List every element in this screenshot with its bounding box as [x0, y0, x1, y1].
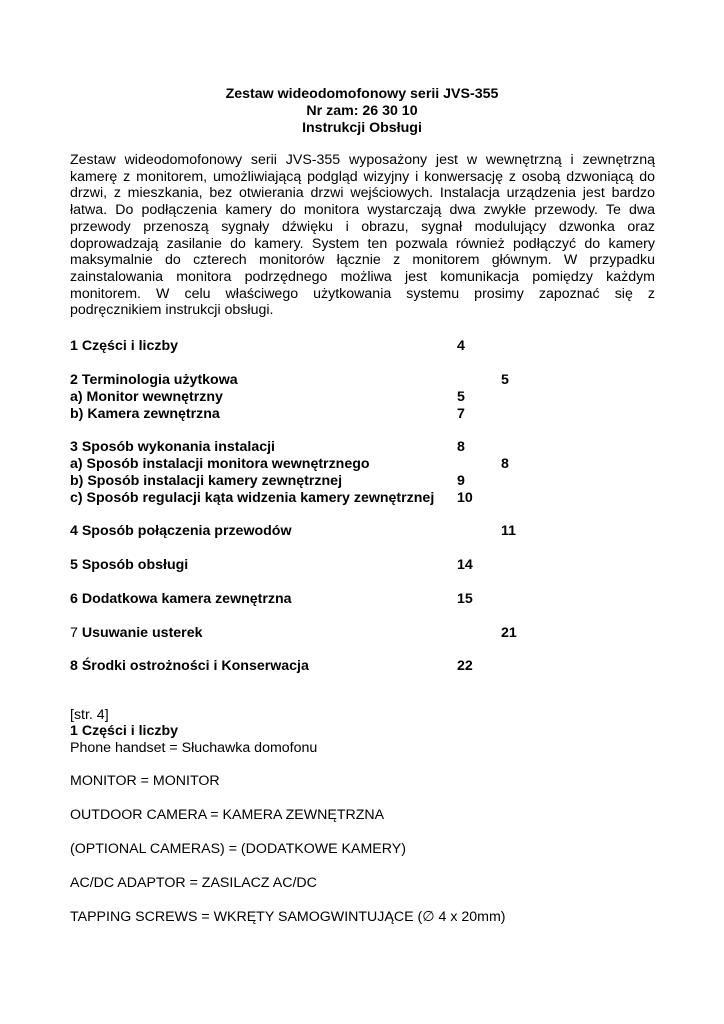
- toc-page-number: 8: [501, 456, 509, 472]
- toc-row: [70, 439, 550, 456]
- page-reference: [str. 4]: [70, 707, 109, 723]
- toc-row: [70, 406, 550, 423]
- toc-label: 1 Części i liczby: [70, 338, 179, 354]
- toc-label: b) Kamera zewnętrzna: [70, 406, 220, 422]
- toc-page-number: 8: [457, 439, 465, 455]
- toc-page-number: 7: [457, 406, 465, 422]
- toc-label: a) Monitor wewnętrzny: [70, 389, 223, 405]
- toc-number: 7: [70, 625, 82, 641]
- document-header: [0, 86, 724, 137]
- intro-line: łatwa. Do podłączenia kamery do monitora wystarczają dwa zwykłe przewody. Te dwa: [70, 202, 655, 219]
- toc-page-number: 5: [457, 389, 465, 405]
- toc-page-number: 10: [457, 490, 473, 506]
- toc-page-number: 22: [457, 658, 473, 674]
- toc-row: [70, 523, 550, 540]
- toc-label: 6 Dodatkowa kamera zewnętrzna: [70, 591, 292, 607]
- order-number: Nr zam: 26 30 10: [306, 103, 418, 119]
- toc-label: 2 Terminologia użytkowa: [70, 372, 238, 388]
- toc-label: 3 Sposób wykonania instalacji: [70, 439, 275, 455]
- toc-row: [70, 456, 550, 473]
- parts-list-item: (OPTIONAL CAMERAS) = (DODATKOWE KAMERY): [70, 841, 406, 857]
- parts-list-item: TAPPING SCREWS = WKRĘTY SAMOGWINTUJĄCE (∅ 4 x 20mm): [70, 909, 506, 925]
- toc-label: Usuwanie usterek: [81, 625, 203, 641]
- toc-label: 8 Środki ostrożności i Konserwacja: [70, 658, 309, 674]
- intro-line: Zestaw wideodomofonowy serii JVS-355 wyposażony jest w wewnętrzną i zewnętrzną: [70, 152, 655, 168]
- intro-paragraph: [70, 152, 655, 319]
- parts-list-item: MONITOR = MONITOR: [70, 773, 220, 789]
- intro-line: przewody przenoszą sygnały dźwięku i obrazu, sygnał modulujący dzwonka oraz: [70, 218, 655, 235]
- intro-line: doprowadzają zasilanie do kamery. System ten pozwala również podłączyć do kamery: [70, 235, 655, 252]
- toc-page-number: 14: [457, 557, 473, 573]
- toc-row: [70, 490, 550, 507]
- parts-list-item: Phone handset = Słuchawka domofonu: [70, 740, 318, 756]
- document-title: Zestaw wideodomofonowy serii JVS-355: [225, 86, 499, 102]
- section-title: 1 Części i liczby: [70, 723, 179, 739]
- toc-row: [70, 557, 550, 574]
- toc-page-number: 21: [501, 625, 517, 641]
- toc-page-number: 4: [457, 338, 465, 354]
- document-subtitle: Instrukcji Obsługi: [302, 120, 422, 136]
- toc-page-number: 9: [457, 473, 465, 489]
- intro-line: maksymalnie do czterech monitorów łącznie z monitorem głównym. W przypadku: [70, 252, 655, 269]
- toc-page-number: 11: [501, 523, 516, 539]
- intro-line: kamerę z monitorem, umożliwiającą podgląd wizyjny i konwersację z osobą dzwoniącą do: [70, 168, 655, 185]
- intro-line: monitorem. W celu właściwego użytkowania systemu prosimy zapoznać się z: [70, 285, 655, 302]
- toc-label: 5 Sposób obsługi: [70, 557, 189, 573]
- toc-row: [70, 591, 550, 608]
- toc-row: [70, 338, 550, 355]
- toc-page-number: 15: [457, 591, 473, 607]
- parts-list-item: AC/DC ADAPTOR = ZASILACZ AC/DC: [70, 875, 317, 891]
- toc-label: a) Sposób instalacji monitora wewnętrznego: [70, 456, 370, 472]
- toc-row: [70, 473, 550, 490]
- toc-row: [70, 658, 550, 675]
- toc-row: [70, 625, 550, 642]
- toc-label: c) Sposób regulacji kąta widzenia kamery zewnętrznej: [70, 490, 435, 506]
- intro-line: zainstalowania monitora podrzędnego możliwa jest komunikacja pomiędzy każdym: [70, 268, 655, 285]
- toc-row: [70, 372, 550, 389]
- intro-line: drzwi, z mieszkania, bez otwierania drzwi wejściowych. Instalacja urządzenia jest bardzo: [70, 185, 655, 202]
- toc-row: [70, 389, 550, 406]
- parts-list-item: OUTDOOR CAMERA = KAMERA ZEWNĘTRZNA: [70, 807, 385, 823]
- toc-page-number: 5: [501, 372, 509, 388]
- toc-label: 4 Sposób połączenia przewodów: [70, 523, 292, 539]
- toc-label: b) Sposób instalacji kamery zewnętrznej: [70, 473, 343, 489]
- intro-line: podręcznikiem instrukcji obsługi.: [70, 302, 274, 319]
